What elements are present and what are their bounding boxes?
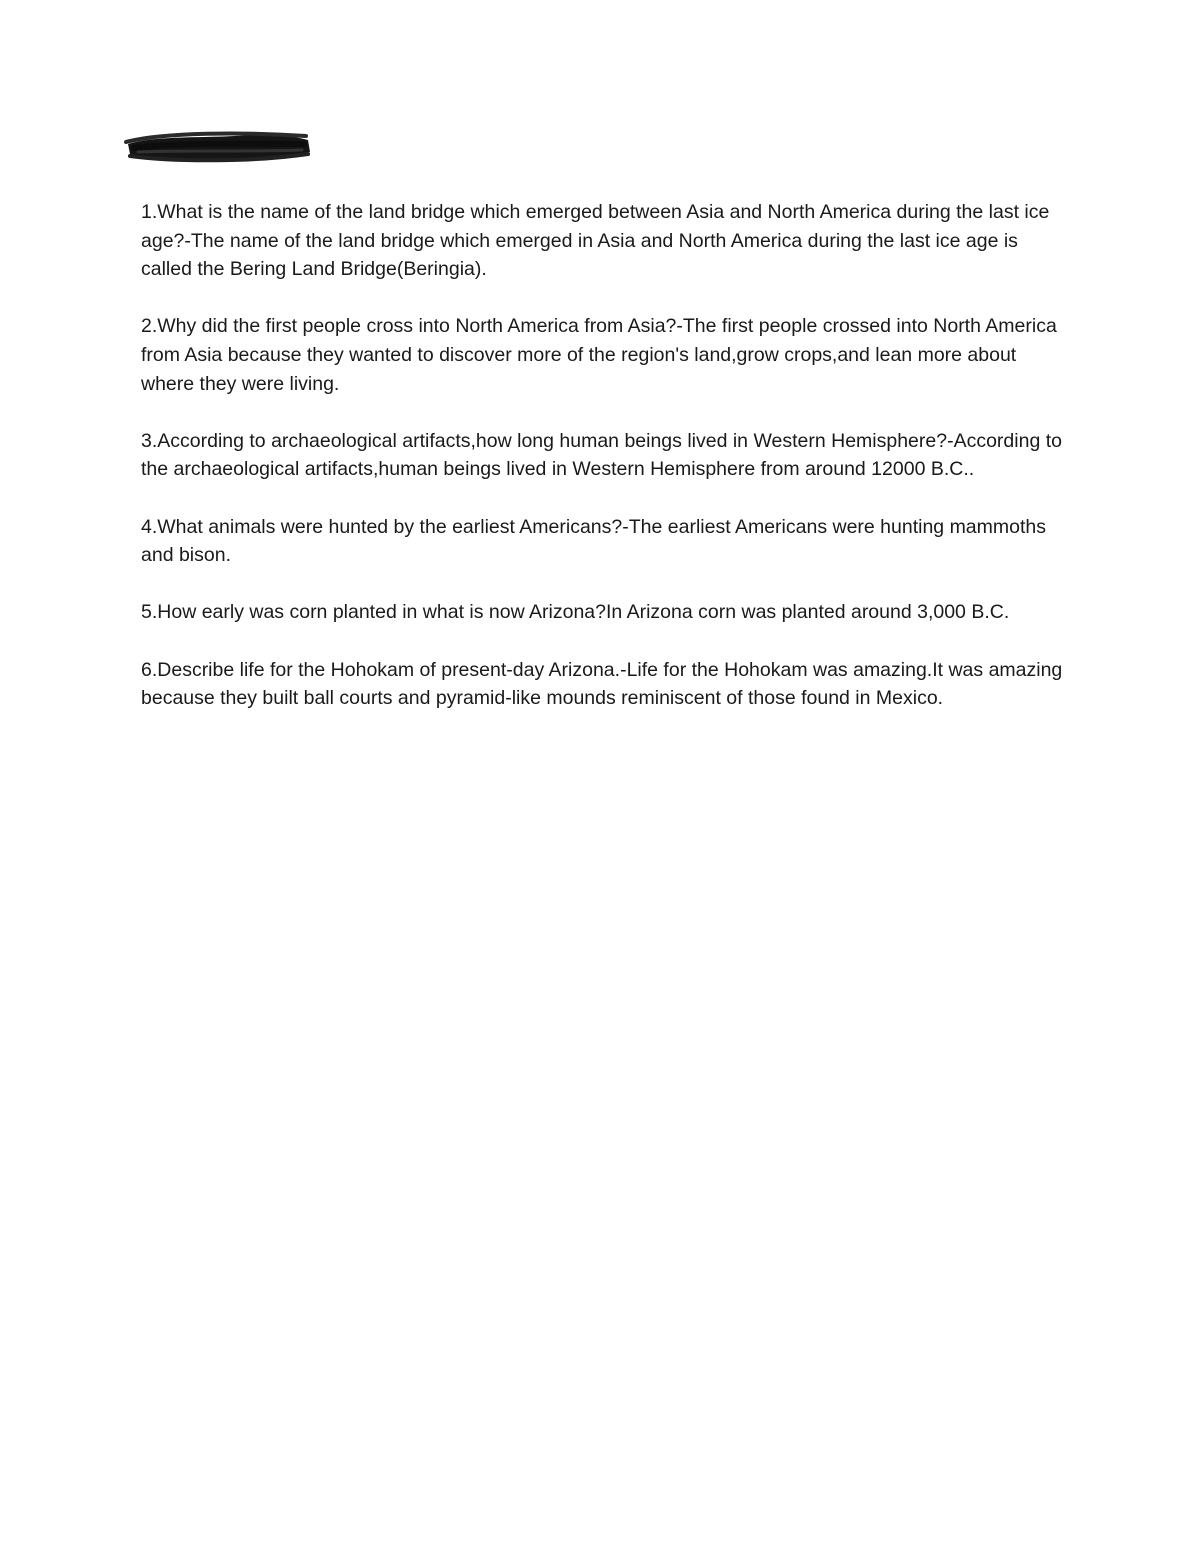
redacted-name-scribble — [124, 130, 312, 164]
question-answer-2: 2.Why did the first people cross into North America from Asia?-The first people crossed into North America from Asia because they wanted to discover more of the region's land,grow crops,and lean more about where they were living. — [141, 315, 1057, 395]
question-answer-5: 5.How early was corn planted in what is now Arizona?In Arizona corn was planted around 3,000 B.C. — [141, 601, 1010, 624]
answers-list — [141, 198, 1066, 741]
question-answer-1: 1.What is the name of the land bridge which emerged between Asia and North America during the last ice age?-The name of the land bridge which emerged in Asia and North America during the last ice age is called the Bering Land Bridge(Beringia). — [141, 201, 1050, 281]
question-answer-3: 3.According to archaeological artifacts,how long human beings lived in Western Hemisphere?-According to the archaeological artifacts,human beings lived in Western Hemisphere from around 12000 B.C.. — [141, 429, 1062, 481]
question-answer-4: 4.What animals were hunted by the earliest Americans?-The earliest Americans were hunting mammoths and bison. — [141, 515, 1046, 567]
question-answer-6: 6.Describe life for the Hohokam of present-day Arizona.-Life for the Hohokam was amazing.It was amazing because they built ball courts and pyramid-like mounds reminiscent of those found in Mexico. — [141, 658, 1063, 710]
